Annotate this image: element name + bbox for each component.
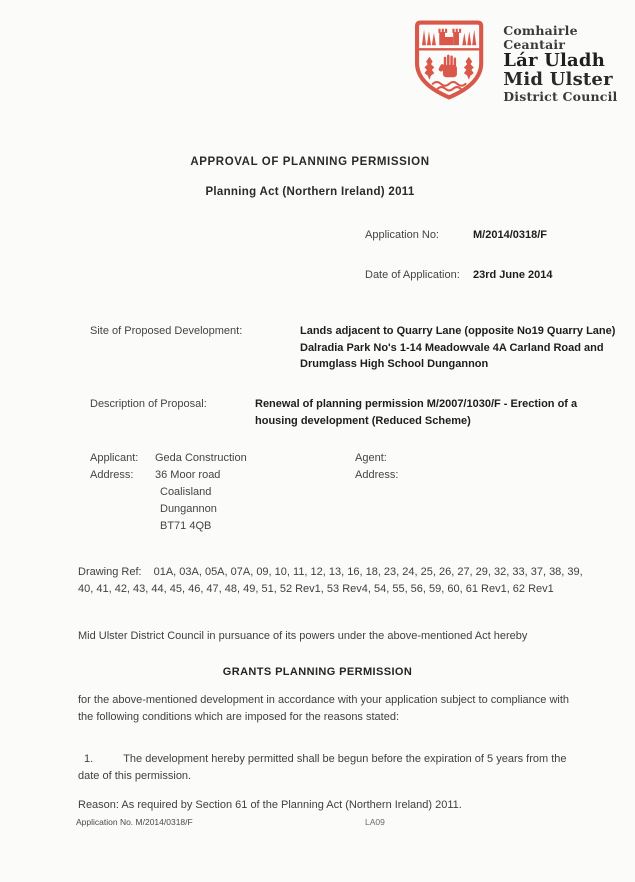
agent-block (355, 450, 425, 535)
site-of-development-row (90, 323, 635, 373)
applicant-address-line: BT71 4QB (160, 520, 212, 533)
drawing-ref-paragraph (78, 564, 586, 597)
site-value: Lands adjacent to Quarry Lane (opposite No19 Quarry Lane) Dalradia Park No's 1-14 Meadowvale 4A Carland Road and Drumglass High School Dungannon (300, 325, 616, 370)
application-date-label: Date of Application: (365, 269, 460, 281)
condition-1-paragraph (78, 751, 580, 784)
footer-form-code: LA09 (365, 817, 385, 827)
applicant-labels (90, 450, 155, 535)
description-of-proposal-row (90, 396, 603, 429)
grants-heading: GRANTS PLANNING PERMISSION (222, 666, 413, 678)
proposal-label: Description of Proposal: (90, 398, 207, 410)
applicant-address-line: 36 Moor road (155, 469, 221, 482)
council-name-irish-large: Lár Uladh (503, 50, 605, 71)
agent-labels (355, 450, 425, 535)
mid-ulster-crest-icon (408, 14, 490, 106)
footer-application-number: Application No. M/2014/0318/F (76, 817, 193, 827)
condition-1-number: 1. (84, 753, 94, 765)
applicant-values (155, 450, 247, 535)
applicant-address-label: Address: (90, 469, 134, 482)
document-subtitle: Planning Act (Northern Ireland) 2011 (205, 186, 415, 198)
application-meta (365, 229, 553, 309)
applicant-address-line: Coalisland (160, 486, 212, 499)
council-logo (408, 14, 635, 106)
application-date-row (365, 269, 553, 281)
accordance-paragraph: for the above-mentioned development in accordance with your application subject to compliance with the following conditions which are imposed for the reasons stated: (78, 694, 570, 723)
condition-1-text: The development hereby permitted shall be begun before the expiration of 5 years from the date of this permission. (78, 753, 567, 782)
drawing-ref-value: 01A, 03A, 05A, 07A, 09, 10, 11, 12, 13, 16, 18, 23, 24, 25, 26, 27, 29, 32, 33, 37, 38, 39, 40, 41, 42, 43, 44, 45, 46, 47, 48, 49, 51, 52 Rev1, 53 Rev4, 54, 55, 56, 59, 60, 61 Rev1, 62 Rev1 (78, 566, 583, 595)
parties-section (90, 450, 425, 535)
application-number-row (365, 229, 553, 241)
drawing-ref-label: Drawing Ref: (78, 566, 142, 578)
agent-label: Agent: (355, 452, 387, 464)
applicant-address-line: Dungannon (160, 503, 217, 516)
application-number-label: Application No: (365, 229, 439, 241)
application-number-value: M/2014/0318/F (473, 229, 547, 241)
application-date-value: 23rd June 2014 (473, 269, 553, 281)
document-title: APPROVAL OF PLANNING PERMISSION (190, 156, 430, 168)
council-name-english: Mid Ulster (503, 69, 613, 91)
council-wordmark (503, 14, 635, 103)
applicant-label: Applicant: (90, 452, 139, 464)
site-label: Site of Proposed Development: (90, 325, 243, 337)
applicant-block (90, 450, 355, 535)
council-name-sub: District Council (503, 88, 618, 104)
reason-paragraph: Reason: As required by Section 61 of the Planning Act (Northern Ireland) 2011. (78, 799, 462, 811)
proposal-value: Renewal of planning permission M/2007/1030/F - Erection of a housing development (Reduced Scheme) (255, 398, 578, 427)
applicant-name: Geda Construction (155, 452, 247, 464)
pursuance-paragraph: Mid Ulster District Council in pursuance of its powers under the above-mentioned Act hereby (78, 630, 528, 642)
agent-address-label: Address: (355, 469, 399, 482)
council-name-irish-small: Comhairle Ceantair (503, 23, 578, 52)
